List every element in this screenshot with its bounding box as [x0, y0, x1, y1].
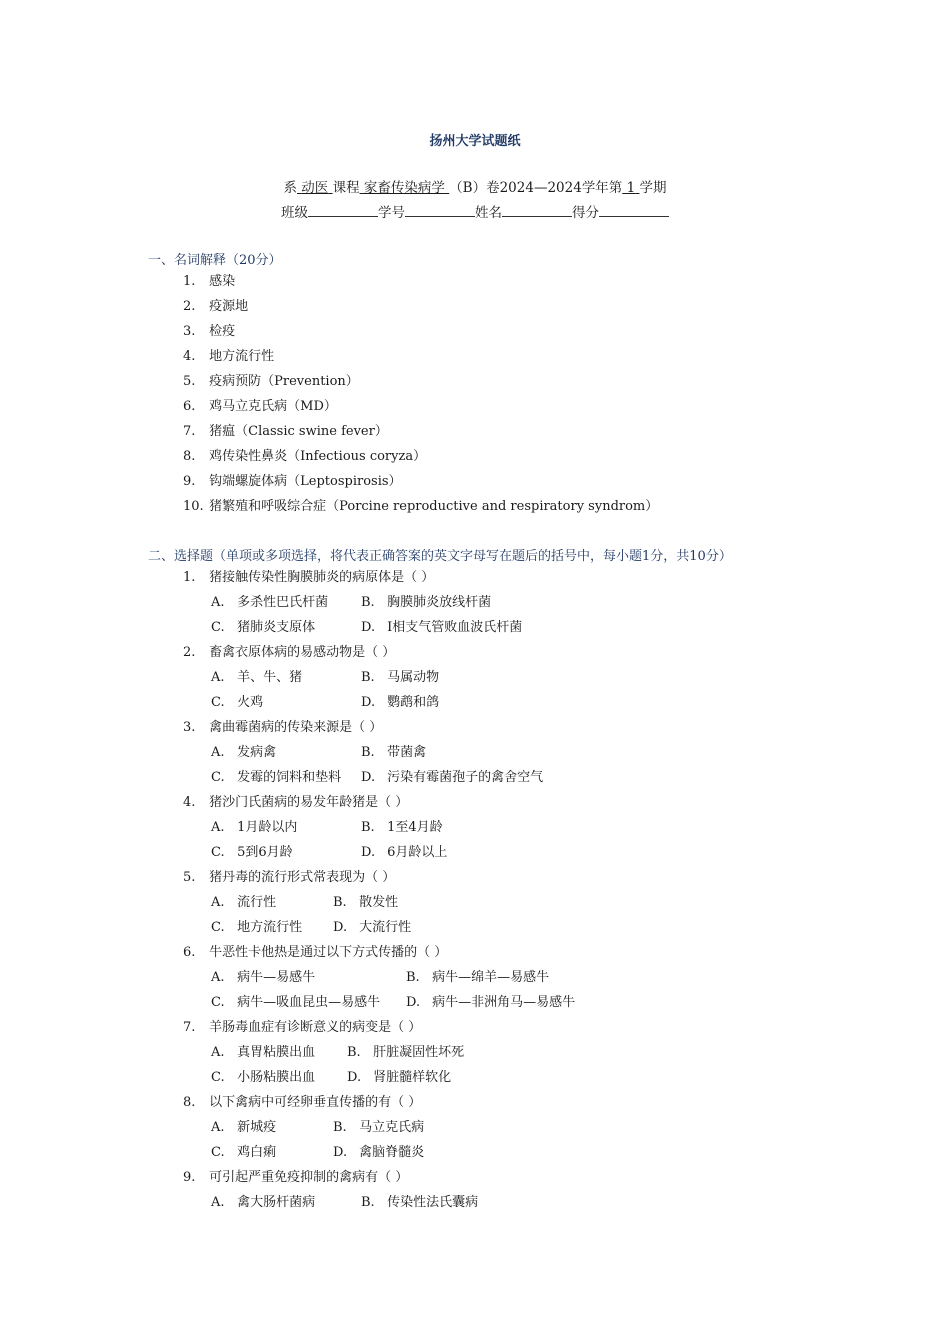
term-text: 感染 — [209, 274, 236, 289]
option-row — [211, 845, 575, 870]
question-number: 5. — [183, 870, 196, 885]
option — [211, 670, 361, 686]
option-letter: B. — [333, 1120, 347, 1135]
question-text: 牛恶性卡他热是通过以下方式传播的（ ） — [209, 945, 448, 960]
option-text: 传染性法氏囊病 — [387, 1195, 479, 1210]
option-row — [211, 695, 575, 720]
option-letter: A. — [211, 820, 225, 835]
option-letter: D. — [361, 695, 376, 710]
course-value: 家畜传染病学 — [363, 180, 445, 196]
option-letter: C. — [211, 1070, 225, 1085]
option-text: 火鸡 — [237, 695, 264, 710]
question-item — [183, 1095, 575, 1120]
name-label: 姓名 — [475, 205, 502, 221]
option-text: 鹦鹉和鸽 — [387, 695, 440, 710]
question-text: 羊肠毒血症有诊断意义的病变是（ ） — [209, 1020, 422, 1035]
score-label: 得分 — [572, 205, 599, 221]
option-row — [211, 820, 575, 845]
id-blank[interactable] — [405, 202, 475, 217]
option-letter: C. — [211, 1145, 225, 1160]
option — [211, 745, 361, 761]
option — [211, 920, 333, 936]
option — [211, 1070, 347, 1086]
option-text: 肝脏凝固性坏死 — [373, 1045, 465, 1060]
term-label: 学年第 — [581, 180, 623, 196]
term-number: 1. — [183, 274, 196, 289]
question-number: 6. — [183, 945, 196, 960]
question-options — [183, 1120, 575, 1170]
question-item — [183, 870, 575, 895]
class-blank[interactable] — [308, 202, 378, 217]
term-number: 6. — [183, 399, 196, 414]
option-row — [211, 1145, 575, 1170]
option — [361, 845, 447, 861]
question-number: 3. — [183, 720, 196, 735]
term-text: 鸡马立克氏病（MD） — [209, 399, 337, 414]
option-row — [211, 995, 575, 1020]
term-text: 猪瘟（Classic swine fever） — [209, 424, 388, 439]
question-number: 7. — [183, 1020, 196, 1035]
term-text: 钩端螺旋体病（Leptospirosis） — [209, 474, 402, 489]
option-row — [211, 1195, 575, 1220]
question-text: 猪接触传染性胸膜肺炎的病原体是（ ） — [209, 570, 435, 585]
option-letter: A. — [211, 1045, 225, 1060]
academic-years: 2024—2024 — [499, 180, 582, 196]
option-text: 1至4月龄 — [387, 820, 443, 835]
option-letter: A. — [211, 970, 225, 985]
option — [211, 595, 361, 611]
option-row — [211, 920, 575, 945]
term-text: 疫病预防（Prevention） — [209, 374, 359, 389]
option-letter: A. — [211, 1120, 225, 1135]
option — [347, 1045, 464, 1061]
option-text: 发霉的饲料和垫料 — [237, 770, 342, 785]
section-2-heading: 二、选择题（单项或多项选择，将代表正确答案的英文字母写在题后的括号中，每小题1分，共10分） — [148, 549, 732, 564]
question-item — [183, 570, 575, 595]
option-letter: A. — [211, 1195, 225, 1210]
section-2-list — [183, 570, 575, 1220]
id-label: 学号 — [378, 205, 405, 221]
term-item — [183, 399, 658, 424]
option — [211, 845, 361, 861]
option — [211, 1195, 361, 1211]
question-options — [183, 1195, 575, 1220]
option-text: 胸膜肺炎放线杆菌 — [387, 595, 492, 610]
name-blank[interactable] — [502, 202, 572, 217]
option-text: I相支气管败血波氏杆菌 — [387, 620, 523, 635]
option-row — [211, 970, 575, 995]
question-item — [183, 1020, 575, 1045]
section-1-list — [183, 274, 658, 524]
term-number: 9. — [183, 474, 196, 489]
question-text: 禽曲霉菌病的传染来源是（ ） — [209, 720, 383, 735]
option-text: 多杀性巴氏杆菌 — [237, 595, 329, 610]
term-text: 疫源地 — [209, 299, 249, 314]
question-text: 猪丹毒的流行形式常表现为（ ） — [209, 870, 396, 885]
term-text: 检疫 — [209, 324, 236, 339]
option-letter: C. — [211, 845, 225, 860]
option-text: 5到6月龄 — [237, 845, 293, 860]
score-blank[interactable] — [599, 202, 669, 217]
option-letter: B. — [361, 1195, 375, 1210]
question-options — [183, 820, 575, 870]
option-letter: B. — [347, 1045, 361, 1060]
term-item — [183, 274, 658, 299]
option — [361, 745, 426, 761]
dept-label: 系 — [283, 180, 297, 196]
option-letter: D. — [361, 770, 376, 785]
question-options — [183, 595, 575, 645]
question-text: 猪沙门氏菌病的易发年龄猪是（ ） — [209, 795, 409, 810]
term-number: 4. — [183, 349, 196, 364]
option-text: 真胃粘膜出血 — [237, 1045, 316, 1060]
question-item — [183, 1170, 575, 1195]
term-item — [183, 299, 658, 324]
option-row — [211, 595, 575, 620]
question-options — [183, 745, 575, 795]
question-text: 可引起严重免疫抑制的禽病有（ ） — [209, 1170, 409, 1185]
option — [361, 595, 491, 611]
option-letter: B. — [361, 595, 375, 610]
option-text: 小肠粘膜出血 — [237, 1070, 316, 1085]
option-text: 地方流行性 — [237, 920, 303, 935]
term-number: 8. — [183, 449, 196, 464]
term-item — [183, 349, 658, 374]
option-letter: B. — [406, 970, 420, 985]
option-row — [211, 745, 575, 770]
option — [211, 970, 406, 986]
option — [211, 820, 361, 836]
option-text: 1月龄以内 — [237, 820, 298, 835]
term-number: 3. — [183, 324, 196, 339]
option-letter: D. — [347, 1070, 362, 1085]
option-letter: B. — [361, 745, 375, 760]
option-text: 肾脏髓样软化 — [373, 1070, 452, 1085]
question-text: 畜禽衣原体病的易感动物是（ ） — [209, 645, 396, 660]
question-options — [183, 970, 575, 1020]
term-item — [183, 499, 658, 524]
option — [333, 1120, 424, 1136]
option — [406, 970, 549, 986]
option-text: 污染有霉菌孢子的禽舍空气 — [387, 770, 544, 785]
option-letter: B. — [333, 895, 347, 910]
option-text: 禽脑脊髓炎 — [359, 1145, 425, 1160]
term-number: 7. — [183, 424, 196, 439]
term-number: 5. — [183, 374, 196, 389]
term-item — [183, 424, 658, 449]
option — [211, 1120, 333, 1136]
option — [333, 1145, 424, 1161]
paper-type: （B）卷 — [449, 180, 500, 196]
question-options — [183, 670, 575, 720]
option-text: 马属动物 — [387, 670, 440, 685]
option-letter: C. — [211, 620, 225, 635]
option-row — [211, 1120, 575, 1145]
option-text: 带菌禽 — [387, 745, 427, 760]
option-text: 羊、牛、猪 — [237, 670, 303, 685]
term-suffix: 学期 — [639, 180, 667, 196]
option-text: 病牛—非洲角马—易感牛 — [432, 995, 576, 1010]
option — [333, 920, 411, 936]
option-letter: D. — [333, 1145, 348, 1160]
option-text: 流行性 — [237, 895, 277, 910]
option — [361, 695, 439, 711]
option-letter: D. — [361, 620, 376, 635]
option — [361, 620, 522, 636]
option — [347, 1070, 451, 1086]
option-letter: A. — [211, 745, 225, 760]
option — [361, 670, 439, 686]
term-text: 地方流行性 — [209, 349, 275, 364]
term-item — [183, 474, 658, 499]
option-row — [211, 670, 575, 695]
term-number: 2. — [183, 299, 196, 314]
term-text: 鸡传染性鼻炎（Infectious coryza） — [209, 449, 427, 464]
question-item — [183, 795, 575, 820]
option-letter: D. — [333, 920, 348, 935]
option — [361, 820, 443, 836]
option-letter: C. — [211, 770, 225, 785]
term-value: 1 — [626, 180, 636, 196]
dept-value: 动医 — [301, 180, 329, 196]
option-row — [211, 895, 575, 920]
question-options — [183, 1045, 575, 1095]
option — [211, 620, 361, 636]
question-text: 以下禽病中可经卵垂直传播的有（ ） — [209, 1095, 422, 1110]
option-text: 散发性 — [359, 895, 399, 910]
option — [211, 1145, 333, 1161]
option-text: 鸡白痢 — [237, 1145, 277, 1160]
option-text: 病牛—吸血昆虫—易感牛 — [237, 995, 381, 1010]
option-row — [211, 620, 575, 645]
question-number: 9. — [183, 1170, 196, 1185]
option-text: 禽大肠杆菌病 — [237, 1195, 316, 1210]
question-options — [183, 895, 575, 945]
option-row — [211, 1045, 575, 1070]
term-item — [183, 374, 658, 399]
option-letter: B. — [361, 820, 375, 835]
option-text: 猪肺炎支原体 — [237, 620, 316, 635]
option-row — [211, 770, 575, 795]
option-text: 病牛—绵羊—易感牛 — [432, 970, 550, 985]
option-text: 大流行性 — [359, 920, 412, 935]
option — [211, 695, 361, 711]
option-letter: C. — [211, 695, 225, 710]
option — [361, 770, 543, 786]
option-letter: D. — [406, 995, 421, 1010]
option — [211, 1045, 347, 1061]
question-number: 2. — [183, 645, 196, 660]
question-item — [183, 645, 575, 670]
course-info-line — [0, 176, 950, 196]
question-item — [183, 945, 575, 970]
question-number: 1. — [183, 570, 196, 585]
term-text: 猪繁殖和呼吸综合症（Porcine reproductive and respiratory syndrom） — [209, 499, 659, 514]
option-text: 6月龄以上 — [387, 845, 448, 860]
option-letter: C. — [211, 920, 225, 935]
option — [406, 995, 575, 1011]
option-text: 病牛—易感牛 — [237, 970, 316, 985]
term-item — [183, 449, 658, 474]
page-title: 扬州大学试题纸 — [429, 134, 521, 149]
option-letter: D. — [361, 845, 376, 860]
student-info-line — [0, 201, 950, 221]
term-item — [183, 324, 658, 349]
option-row — [211, 1070, 575, 1095]
question-number: 8. — [183, 1095, 196, 1110]
option — [211, 770, 361, 786]
option-letter: C. — [211, 995, 225, 1010]
option-letter: A. — [211, 895, 225, 910]
option — [211, 995, 406, 1011]
option-text: 马立克氏病 — [359, 1120, 425, 1135]
option-letter: A. — [211, 670, 225, 685]
option — [361, 1195, 478, 1211]
question-number: 4. — [183, 795, 196, 810]
option — [333, 895, 398, 911]
course-label: 课程 — [332, 180, 360, 196]
option-letter: A. — [211, 595, 225, 610]
option — [211, 895, 333, 911]
option-text: 新城疫 — [237, 1120, 277, 1135]
term-number: 10. — [183, 499, 204, 514]
section-1-heading: 一、名词解释（20分） — [148, 253, 282, 268]
question-item — [183, 720, 575, 745]
class-label: 班级 — [281, 205, 308, 221]
option-letter: B. — [361, 670, 375, 685]
option-text: 发病禽 — [237, 745, 277, 760]
